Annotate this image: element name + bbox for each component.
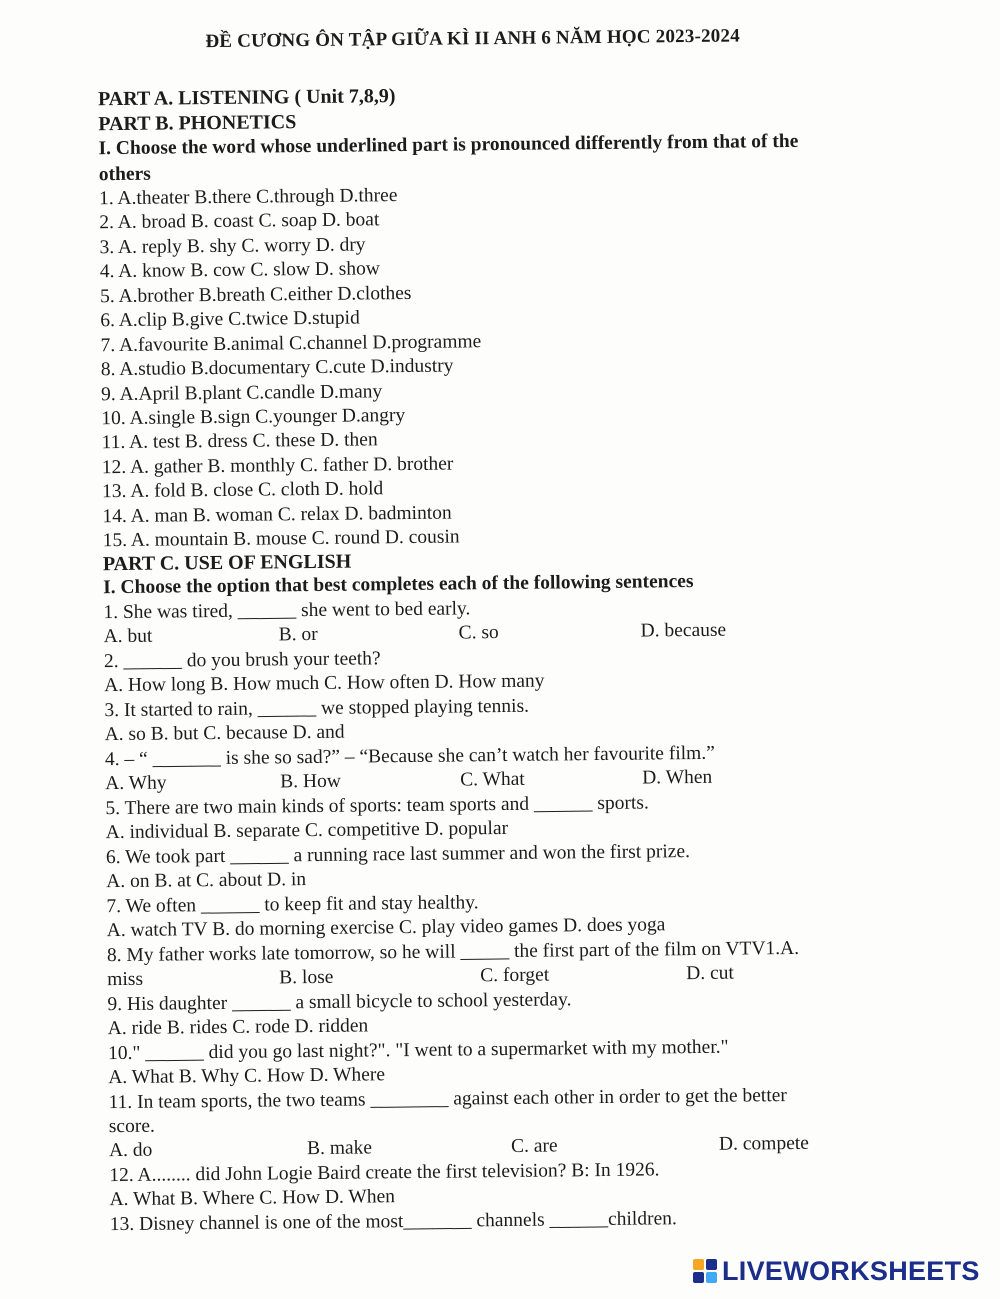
question-2: 2. ______ do you brush your teeth?: [103, 648, 381, 673]
option-c: C. What: [460, 768, 525, 791]
phonetics-item-1: 1. A.theater B.there C.through D.three: [98, 185, 398, 210]
phonetics-instruction: I. Choose the word whose underlined part is pronounced differently from that of the: [98, 130, 799, 160]
question-1: 1. She was tired, ______ she went to bed early.: [103, 598, 471, 624]
phonetics-item-15: 15. A. mountain B. mouse C. round D. cousin: [102, 526, 460, 552]
phonetics-item-12: 12. A. gather B. monthly C. father D. brother: [101, 453, 454, 479]
liveworksheets-wordmark: LIVEWORKSHEETS: [722, 1255, 980, 1286]
option-d: D. because: [640, 619, 727, 642]
question-7: 7. We often ______ to keep fit and stay healthy.: [106, 892, 479, 918]
liveworksheets-logo: [692, 1253, 980, 1289]
phonetics-item-6: 6. A.clip B.give C.twice D.stupid: [100, 307, 360, 332]
option-a: miss: [107, 968, 144, 991]
option-d: D. compete: [718, 1132, 809, 1155]
question-8: 8. My father works late tomorrow, so he will _____ the first part of the film on VTV1.A.: [106, 937, 800, 967]
part-c-heading: PART C. USE OF ENGLISH: [102, 550, 352, 576]
question-5: 5. There are two main kinds of sports: team sports and ______ sports.: [105, 792, 649, 820]
phonetics-item-5: 5. A.brother B.breath C.either D.clothes: [99, 282, 412, 308]
option-d: D. When: [642, 766, 713, 789]
liveworksheets-icon: [692, 1258, 718, 1284]
phonetics-item-4: 4. A. know B. cow C. slow D. show: [99, 258, 380, 283]
option-a: A. but: [103, 625, 153, 648]
question-12: 12. A........ did John Logie Baird create the first television? B: In 1926.: [109, 1159, 660, 1187]
option-b: B. lose: [279, 966, 334, 989]
question-5-options: A. individual B. separate C. competitive D. popular: [105, 817, 509, 844]
option-b: B. or: [278, 623, 318, 646]
option-c: C. are: [510, 1135, 558, 1157]
part-a-heading: PART A. LISTENING ( Unit 7,8,9): [97, 85, 396, 111]
option-a: A. Why: [105, 772, 167, 795]
option-a: A. do: [108, 1139, 153, 1162]
question-11-cont: score.: [108, 1115, 155, 1138]
question-7-options: A. watch TV B. do morning exercise C. play video games D. does yoga: [106, 914, 666, 942]
question-10: 10." ______ did you go last night?". "I went to a supermarket with my mother.": [107, 1036, 729, 1065]
question-10-options: A. What B. Why C. How D. Where: [108, 1064, 386, 1089]
phonetics-item-10: 10. A.single B.sign C.younger D.angry: [101, 405, 406, 430]
question-6: 6. We took part ______ a running race last summer and won the first prize.: [105, 841, 691, 869]
question-3-options: A. so B. but C. because D. and: [104, 721, 345, 746]
question-6-options: A. on B. at C. about D. in: [106, 869, 307, 893]
question-2-options: A. How long B. How much C. How often D. How many: [104, 670, 545, 697]
phonetics-item-9: 9. A.April B.plant C.candle D.many: [101, 381, 383, 406]
question-4: 4. – “ _______ is she so sad?” – “Because she can’t watch her favourite film.”: [104, 742, 715, 771]
phonetics-item-2: 2. A. broad B. coast C. soap D. boat: [99, 209, 380, 234]
option-b: B. How: [280, 770, 341, 793]
phonetics-item-11: 11. A. test B. dress C. these D. then: [101, 429, 378, 454]
question-11-options: [109, 1131, 969, 1164]
phonetics-instruction-cont: others: [98, 163, 151, 186]
phonetics-item-3: 3. A. reply B. shy C. worry D. dry: [99, 234, 366, 259]
question-12-options: A. What B. Where C. How D. When: [109, 1186, 396, 1211]
phonetics-item-14: 14. A. man B. woman C. relax D. badminton: [102, 502, 452, 528]
option-c: C. forget: [480, 964, 550, 987]
question-13: 13. Disney channel is one of the most_______ channels ______children.: [109, 1208, 677, 1236]
option-b: B. make: [306, 1137, 373, 1160]
page-title: ĐỀ CƯƠNG ÔN TẬP GIỮA KÌ II ANH 6 NĂM HỌC 2023-2024: [205, 25, 740, 53]
grammar-instruction: I. Choose the option that best completes each of the following sentences: [103, 571, 694, 599]
question-3: 3. It started to rain, ______ we stopped playing tennis.: [104, 695, 530, 722]
phonetics-item-7: 7. A.favourite B.animal C.channel D.programme: [100, 331, 482, 357]
phonetics-item-8: 8. A.studio B.documentary C.cute D.industry: [100, 355, 454, 381]
part-b-heading: PART B. PHONETICS: [98, 111, 297, 136]
option-c: C. so: [458, 622, 499, 644]
question-9-options: A. ride B. rides C. rode D. ridden: [107, 1015, 369, 1040]
question-9: 9. His daughter ______ a small bicycle to school yesterday.: [107, 989, 572, 1016]
phonetics-item-13: 13. A. fold B. close C. cloth D. hold: [102, 478, 384, 503]
question-11: 11. In team sports, the two teams ________ against each other in order to get the better: [108, 1085, 787, 1114]
option-d: D. cut: [686, 962, 734, 985]
